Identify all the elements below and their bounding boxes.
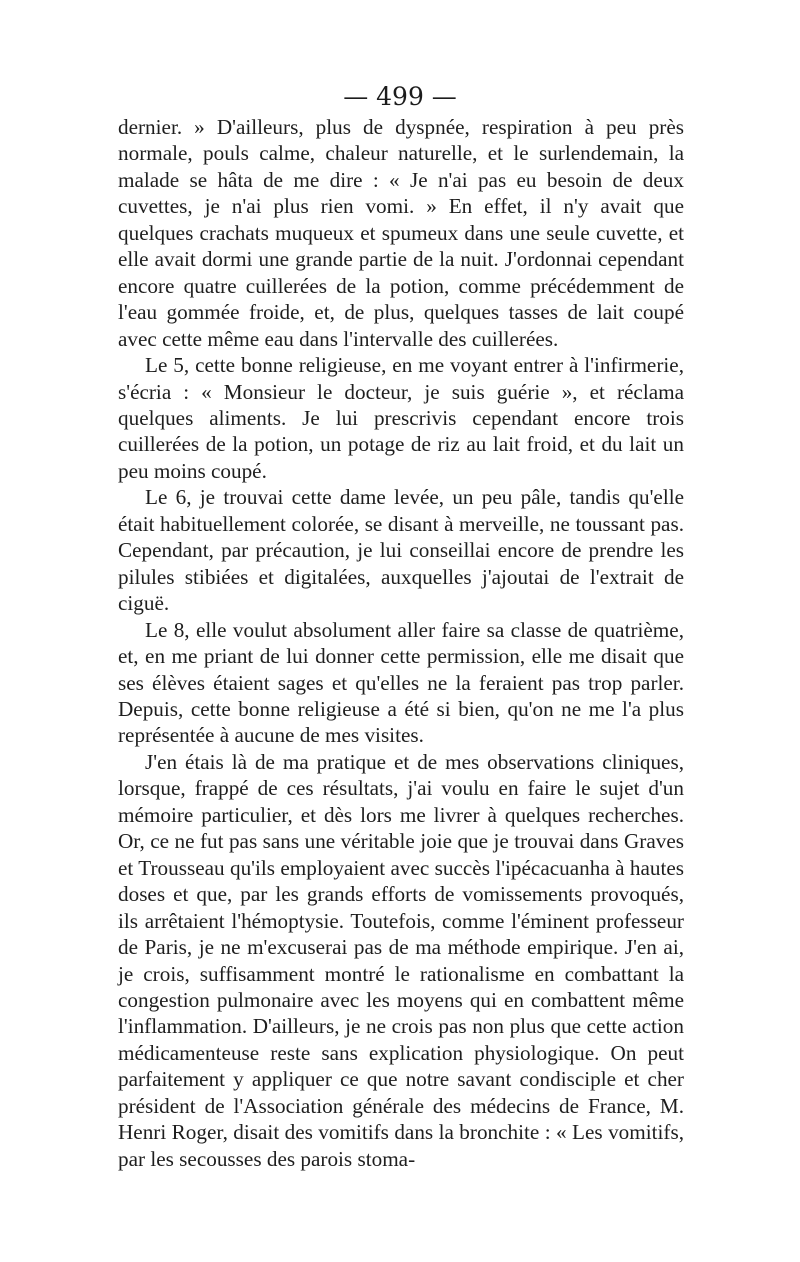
paragraph-continued: dernier. » D'ailleurs, plus de dyspnée, respiration à peu près normale, pouls calme, chaleur naturelle, et le surlendemain, la malade se hâta de me dire : « Je n'ai pas eu besoin de deux cuvettes, je n'ai plus rien vomi. » En effet, il n'y avait que quelques crachats muqueux et spumeux dans une seule cuvette, et elle avait dormi une grande partie de la nuit. J'ordonnai cependant encore quatre cuillerées de la potion, comme précédemment de l'eau gommée froide, et, de plus, quelques tasses de lait coupé avec cette même eau dans l'intervalle des cuillerées. [118, 115, 684, 351]
paragraph-clinical-observations: J'en étais là de ma pratique et de mes observations cliniques, lorsque, frappé de ces résultats, j'ai voulu en faire le sujet d'un mémoire particulier, et dès lors me livrer à quelques recherches. Or, ce ne fut pas sans une véritable joie que je trouvai dans Graves et Trousseau qu'ils employaient avec succès l'ipécacuanha à hautes doses et que, par les grands efforts de vomissements provoqués, ils arrêtaient l'hémoptysie. Toutefois, comme l'éminent professeur de Paris, je ne m'excuserai pas de ma méthode empirique. J'en ai, je crois, suffisamment montré le rationalisme en combattant la congestion pulmonaire avec les moyens qui en combattent même l'inflammation. D'ailleurs, je ne crois pas non plus que cette action médicamenteuse reste sans explication physiologique. On peut parfaitement y appliquer ce que notre savant condisciple et cher président de l'Association générale des médecins de France, M. Henri Roger, disait des vomitifs dans la bronchite : « Les vomitifs, par les secousses des parois stoma- [118, 749, 684, 1171]
paragraph-day-6: Le 6, je trouvai cette dame levée, un peu pâle, tandis qu'elle était habituellement colorée, se disant à merveille, ne toussant pas. Cependant, par précaution, je lui conseillai encore de prendre les pilules stibiées et digitalées, auxquelles j'ajoutai de l'extrait de ciguë. [118, 485, 684, 616]
body-text [118, 114, 684, 1172]
page-number: — 499 — [343, 82, 457, 111]
paragraph-day-5: Le 5, cette bonne religieuse, en me voyant entrer à l'infirmerie, s'écria : « Monsieur le docteur, je suis guérie », et réclama quelques aliments. Je lui prescrivis cependant encore trois cuillerées de la potion, un potage de riz au lait froid, et du lait un peu moins coupé. [118, 353, 684, 483]
paragraph-day-8: Le 8, elle voulut absolument aller faire sa classe de quatrième, et, en me priant de lui donner cette permission, elle me disait que ses élèves étaient sages et qu'elles ne la feraient pas trop parler. Depuis, cette bonne religieuse a été si bien, qu'on ne me l'a plus représentée à aucune de mes visites. [118, 617, 684, 748]
